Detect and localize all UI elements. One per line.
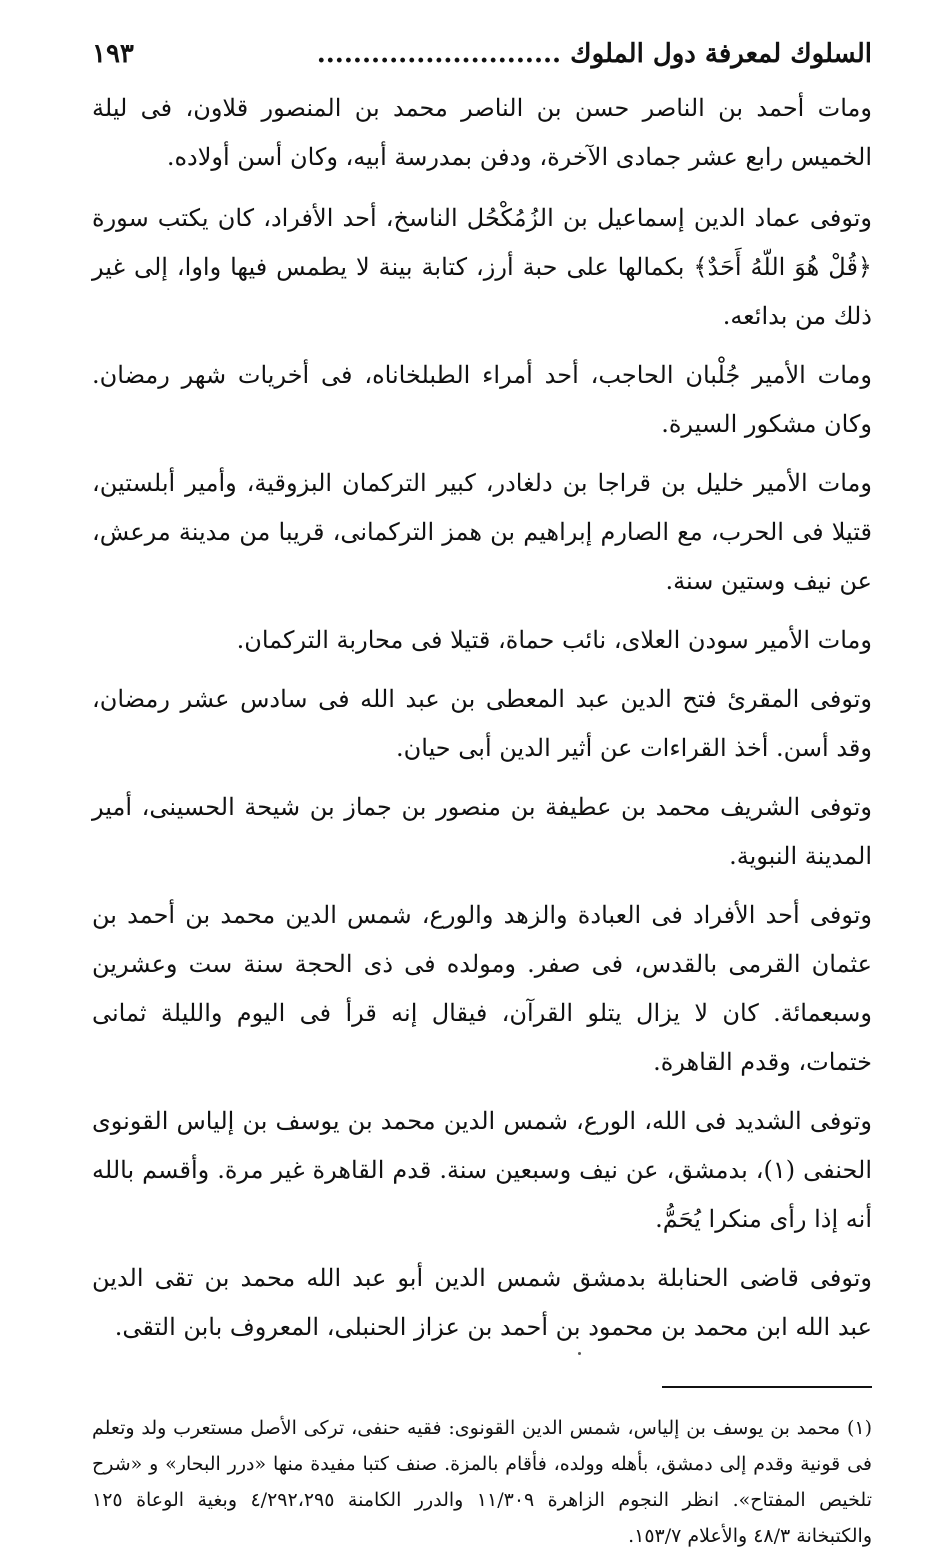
entry-paragraph: وتوفى المقرئ فتح الدين عبد المعطى بن عبد الله فى سادس عشر رمضان، وقد أسن. أخذ القراءات عن أثير الدين أبى حيان. [92,685,872,762]
entry-paragraph: وتوفى الشريف محمد بن عطيفة بن منصور بن جماز بن شيحة الحسينى، أمير المدينة النبوية. [92,793,872,870]
entry-paragraph: ومات الأمير سودن العلاى، نائب حماة، قتيلا فى محاربة التركمان. [236,626,872,654]
entry-paragraph: ومات أحمد بن الناصر حسن بن الناصر محمد بن المنصور قلاون، فى ليلة الخميس رابع عشر جمادى الآخرة، ودفن بمدرسة أبيه، وكان أسن أولاده. [92,94,872,171]
entry-paragraph: وتوفى الشديد فى الله، الورع، شمس الدين محمد بن يوسف بن إلياس القونوى الحنفى (١)، بدمشق، عن نيف وسبعين سنة. قدم القاهرة غير مرة. وأقسم بالله أنه إذا رأى منكرا يُحَمُّ. [92,1107,873,1233]
scan-speck [578,1352,581,1355]
footnote: (١) محمد بن يوسف بن إلياس، شمس الدين القونوى: فقيه حنفى، تركى الأصل مستعرب ولد وتعلم فى قونية وقدم إلى دمشق، بأهله وولده، فأقام بالمزة. صنف كتبا مفيدة منها «درر البحار» و «شرح تلخيص المفتاح». انظر النجوم الزاهرة ١١/٣٠٩ والدرر الكامنة ٤/٢٩٢،٢٩٥ وبغية الوعاة ١٢٥ والكتبخانة ٤٨/٣ والأعلام ١٥٣/٧. [92,1417,872,1547]
page-number: ١٩٣ [92,39,134,69]
entry-paragraph: وتوفى عماد الدين إسماعيل بن الزُمُكْحُل الناسخ، أحد الأفراد، كان يكتب سورة ﴿قُلْ هُوَ اللّهُ أَحَدٌ﴾ بكمالها على حبة أرز، كتابة بينة لا يطمس فيها واوا، إلى غير ذلك من بدائعه. [92,204,872,330]
footnote-divider [662,1386,872,1388]
main-text [92,84,872,1352]
entry-paragraph: وتوفى قاضى الحنابلة بدمشق شمس الدين أبو عبد الله محمد بن تقى الدين عبد الله ابن محمد بن محمود بن أحمد بن عزاز الحنبلى، المعروف بابن التقى. [92,1264,872,1341]
entry-paragraph: ومات الأمير جُلْبان الحاجب، أحد أمراء الطبلخاناه، فى أخريات شهر رمضان. وكان مشكور السيرة. [92,361,872,438]
running-header [92,28,872,80]
entry-paragraph: وتوفى أحد الأفراد فى العبادة والزهد والورع، شمس الدين محمد بن أحمد بن عثمان القرمى بالقدس، فى صفر. ومولده فى ذى الحجة سنة ست وعشرين وسبعمائة. كان لا يزال يتلو القرآن، فيقال إنه قرأ فى اليوم والليلة ثمانى ختمات، وقدم القاهرة. [92,901,872,1076]
running-title: السلوك لمعرفة دول الملوك ........................... [316,39,872,69]
book-page [92,28,873,1547]
entry-paragraph: ومات الأمير خليل بن قراجا بن دلغادر، كبير التركمان البزوقية، وأمير أبلستين، قتيلا فى الحرب، مع الصارم إبراهيم بن همز التركمانى، قريبا من مدينة مرعش، عن نيف وستين سنة. [92,469,872,595]
